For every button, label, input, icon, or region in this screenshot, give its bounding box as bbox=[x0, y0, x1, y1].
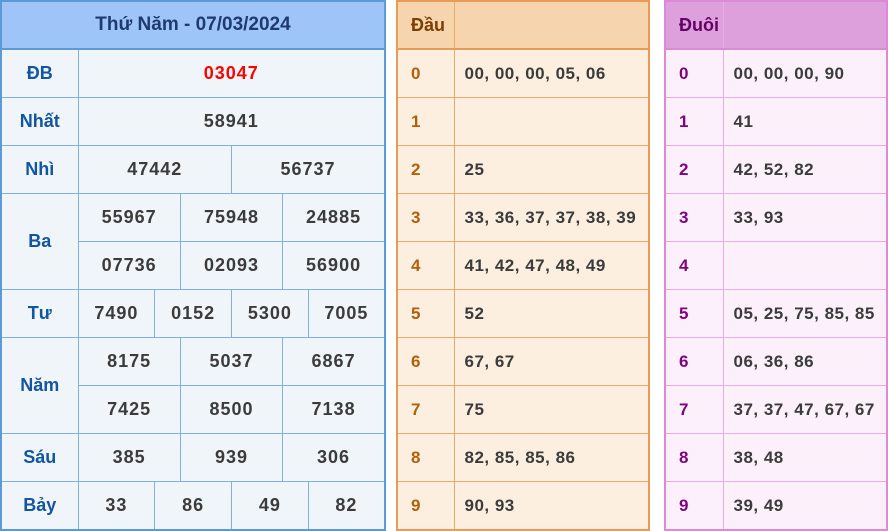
dau-table bbox=[396, 0, 650, 531]
prize-value: 82 bbox=[308, 482, 385, 531]
prize-value: 6867 bbox=[283, 338, 385, 386]
duoi-values: 41 bbox=[723, 98, 887, 146]
duoi-row bbox=[665, 98, 887, 146]
duoi-digit: 7 bbox=[665, 386, 723, 434]
prize-value: 939 bbox=[180, 434, 282, 482]
dau-values: 67, 67 bbox=[454, 338, 649, 386]
prize-row-nhi bbox=[1, 146, 385, 194]
dau-row bbox=[397, 194, 649, 242]
duoi-row bbox=[665, 338, 887, 386]
dau-digit: 7 bbox=[397, 386, 454, 434]
prize-label-ba: Ba bbox=[1, 194, 78, 290]
prize-row-tu bbox=[1, 290, 385, 338]
duoi-digit: 4 bbox=[665, 242, 723, 290]
dau-row bbox=[397, 386, 649, 434]
dau-digit: 0 bbox=[397, 49, 454, 98]
dau-values: 82, 85, 85, 86 bbox=[454, 434, 649, 482]
prize-value: 8175 bbox=[78, 338, 180, 386]
prize-value: 8500 bbox=[180, 386, 282, 434]
dau-values bbox=[454, 98, 649, 146]
duoi-digit: 2 bbox=[665, 146, 723, 194]
duoi-table bbox=[664, 0, 888, 531]
prize-value: 56737 bbox=[231, 146, 385, 194]
duoi-row bbox=[665, 386, 887, 434]
prize-value: 02093 bbox=[180, 242, 282, 290]
prize-value: 7005 bbox=[308, 290, 385, 338]
duoi-digit: 0 bbox=[665, 49, 723, 98]
prize-label-bay: Bảy bbox=[1, 482, 78, 531]
dau-digit: 2 bbox=[397, 146, 454, 194]
prize-value: 58941 bbox=[78, 98, 385, 146]
dau-row bbox=[397, 49, 649, 98]
results-header-row bbox=[1, 1, 385, 49]
prize-value: 49 bbox=[231, 482, 308, 531]
duoi-row bbox=[665, 49, 887, 98]
dau-digit: 9 bbox=[397, 482, 454, 531]
duoi-header-row bbox=[665, 1, 887, 49]
prize-value: 306 bbox=[283, 434, 385, 482]
prize-value: 7490 bbox=[78, 290, 155, 338]
dau-header-label: Đầu bbox=[397, 1, 454, 49]
prize-value: 24885 bbox=[283, 194, 385, 242]
dau-digit: 3 bbox=[397, 194, 454, 242]
duoi-values: 37, 37, 47, 67, 67 bbox=[723, 386, 887, 434]
dau-values: 52 bbox=[454, 290, 649, 338]
dau-values: 75 bbox=[454, 386, 649, 434]
prize-row-nhat bbox=[1, 98, 385, 146]
duoi-row bbox=[665, 242, 887, 290]
duoi-digit: 5 bbox=[665, 290, 723, 338]
duoi-values: 05, 25, 75, 85, 85 bbox=[723, 290, 887, 338]
duoi-header-spacer bbox=[723, 1, 887, 49]
duoi-digit: 1 bbox=[665, 98, 723, 146]
prize-value: 56900 bbox=[283, 242, 385, 290]
duoi-digit: 9 bbox=[665, 482, 723, 531]
duoi-row bbox=[665, 434, 887, 482]
dau-values: 33, 36, 37, 37, 38, 39 bbox=[454, 194, 649, 242]
duoi-values: 42, 52, 82 bbox=[723, 146, 887, 194]
prize-value: 47442 bbox=[78, 146, 231, 194]
dau-header-spacer bbox=[454, 1, 649, 49]
duoi-row bbox=[665, 482, 887, 531]
duoi-digit: 8 bbox=[665, 434, 723, 482]
dau-digit: 4 bbox=[397, 242, 454, 290]
dau-digit: 6 bbox=[397, 338, 454, 386]
prize-value: 55967 bbox=[78, 194, 180, 242]
dau-row bbox=[397, 338, 649, 386]
duoi-digit: 3 bbox=[665, 194, 723, 242]
dau-header-row bbox=[397, 1, 649, 49]
dau-row bbox=[397, 98, 649, 146]
prize-value: 75948 bbox=[180, 194, 282, 242]
prize-value: 7425 bbox=[78, 386, 180, 434]
dau-values: 00, 00, 00, 05, 06 bbox=[454, 49, 649, 98]
prize-value: 0152 bbox=[155, 290, 232, 338]
prize-value: 07736 bbox=[78, 242, 180, 290]
dau-digit: 1 bbox=[397, 98, 454, 146]
duoi-values: 33, 93 bbox=[723, 194, 887, 242]
lottery-results-table bbox=[0, 0, 386, 531]
dau-values: 25 bbox=[454, 146, 649, 194]
duoi-row bbox=[665, 194, 887, 242]
prize-label-nam: Năm bbox=[1, 338, 78, 434]
prize-row-bay bbox=[1, 482, 385, 531]
duoi-digit: 6 bbox=[665, 338, 723, 386]
prize-value: 385 bbox=[78, 434, 180, 482]
dau-row bbox=[397, 434, 649, 482]
dau-digit: 5 bbox=[397, 290, 454, 338]
prize-row-nam-1 bbox=[1, 338, 385, 386]
prize-label-nhi: Nhì bbox=[1, 146, 78, 194]
prize-label-nhat: Nhất bbox=[1, 98, 78, 146]
prize-label-sau: Sáu bbox=[1, 434, 78, 482]
prize-label-tu: Tư bbox=[1, 290, 78, 338]
prize-row-ba-1 bbox=[1, 194, 385, 242]
duoi-values: 00, 00, 00, 90 bbox=[723, 49, 887, 98]
duoi-row bbox=[665, 290, 887, 338]
duoi-values bbox=[723, 242, 887, 290]
dau-values: 90, 93 bbox=[454, 482, 649, 531]
prize-value: 5037 bbox=[180, 338, 282, 386]
duoi-header-label: Đuôi bbox=[665, 1, 723, 49]
duoi-row bbox=[665, 146, 887, 194]
duoi-values: 06, 36, 86 bbox=[723, 338, 887, 386]
dau-row bbox=[397, 146, 649, 194]
prize-label-db: ĐB bbox=[1, 49, 78, 98]
prize-value-special: 03047 bbox=[78, 49, 385, 98]
prize-row-db bbox=[1, 49, 385, 98]
prize-value: 86 bbox=[155, 482, 232, 531]
results-date-title: Thứ Năm - 07/03/2024 bbox=[1, 1, 385, 49]
dau-row bbox=[397, 482, 649, 531]
dau-row bbox=[397, 290, 649, 338]
dau-digit: 8 bbox=[397, 434, 454, 482]
dau-values: 41, 42, 47, 48, 49 bbox=[454, 242, 649, 290]
duoi-values: 38, 48 bbox=[723, 434, 887, 482]
prize-value: 33 bbox=[78, 482, 155, 531]
dau-row bbox=[397, 242, 649, 290]
prize-row-sau bbox=[1, 434, 385, 482]
duoi-values: 39, 49 bbox=[723, 482, 887, 531]
prize-value: 7138 bbox=[283, 386, 385, 434]
prize-value: 5300 bbox=[231, 290, 308, 338]
